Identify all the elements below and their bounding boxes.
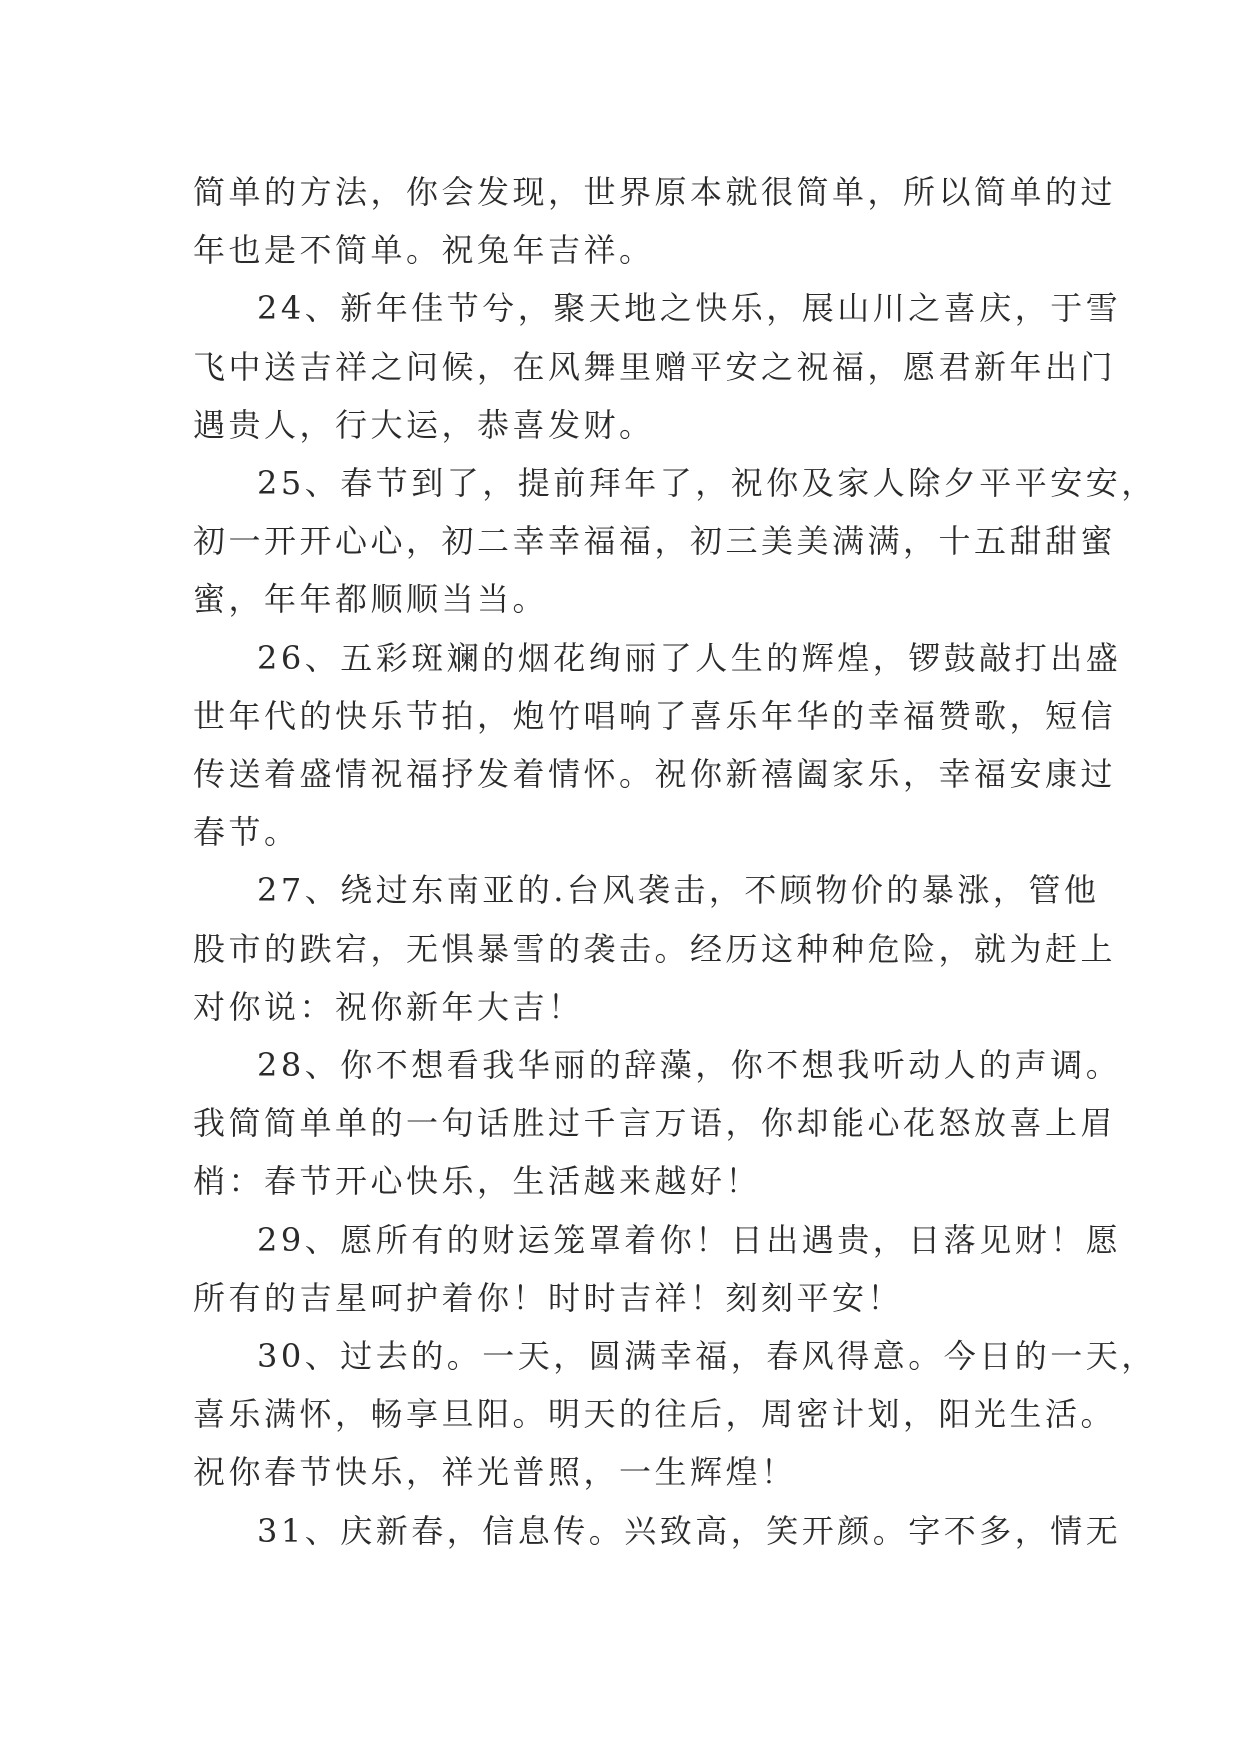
paragraph-30 — [193, 1327, 1157, 1502]
text-line: 喜乐满怀，畅享旦阳。明天的往后，周密计划，阳光生活。 — [193, 1395, 1117, 1434]
text-line: 蜜，年年都顺顺当当。 — [193, 580, 549, 619]
document-body — [193, 163, 1157, 1560]
text-line: 31、庆新春，信息传。兴致高，笑开颜。字不多，情无 — [257, 1511, 1122, 1550]
text-line: 祝你春节快乐，祥光普照，一生辉煌！ — [193, 1453, 797, 1492]
text-line: 29、愿所有的财运笼罩着你！日出遇贵，日落见财！愿 — [257, 1220, 1122, 1259]
text-line: 28、你不想看我华丽的辞藻，你不想我听动人的声调。 — [257, 1046, 1122, 1085]
paragraph-26 — [193, 629, 1122, 862]
text-line: 年也是不简单。祝兔年吉祥。 — [193, 231, 655, 270]
text-line: 25、春节到了，提前拜年了，祝你及家人除夕平平安安， — [257, 464, 1157, 503]
text-line: 传送着盛情祝福抒发着情怀。祝你新禧阖家乐，幸福安康过 — [193, 755, 1117, 794]
text-line: 简单的方法，你会发现，世界原本就很简单，所以简单的过 — [193, 173, 1117, 211]
text-line: 我简简单单的一句话胜过千言万语，你却能心花怒放喜上眉 — [193, 1104, 1117, 1143]
text-line: 初一开开心心，初二幸幸福福，初三美美满满，十五甜甜蜜 — [193, 522, 1117, 561]
paragraph-25 — [193, 454, 1157, 629]
text-line: 梢：春节开心快乐，生活越来越好！ — [193, 1162, 762, 1201]
text-line: 26、五彩斑斓的烟花绚丽了人生的辉煌，锣鼓敲打出盛 — [257, 638, 1122, 677]
text-line: 遇贵人，行大运，恭喜发财。 — [193, 405, 655, 444]
paragraph-24 — [193, 279, 1122, 454]
text-line: 飞中送吉祥之问候，在风舞里赠平安之祝福，愿君新年出门 — [193, 347, 1117, 386]
text-line: 春节。 — [193, 813, 300, 852]
text-line: 所有的吉星呵护着你！时时吉祥！刻刻平安！ — [193, 1278, 904, 1317]
text-line: 27、绕过东南亚的.台风袭击，不顾物价的暴涨，管他 — [257, 871, 1100, 910]
text-line: 对你说：祝你新年大吉！ — [193, 987, 584, 1026]
paragraph-29 — [193, 1211, 1122, 1327]
text-line: 30、过去的。一天，圆满幸福，春风得意。今日的一天， — [257, 1337, 1157, 1376]
text-line: 世年代的快乐节拍，炮竹唱响了喜乐年华的幸福赞歌，短信 — [193, 696, 1117, 735]
text-line: 股市的跌宕，无惧暴雪的袭击。经历这种种危险，就为赶上 — [193, 929, 1117, 968]
paragraph-27 — [193, 861, 1117, 1036]
paragraph-continuation — [193, 163, 1117, 279]
paragraph-31 — [193, 1502, 1122, 1560]
paragraph-28 — [193, 1036, 1122, 1211]
text-line: 24、新年佳节兮，聚天地之快乐，展山川之喜庆，于雪 — [257, 289, 1122, 328]
